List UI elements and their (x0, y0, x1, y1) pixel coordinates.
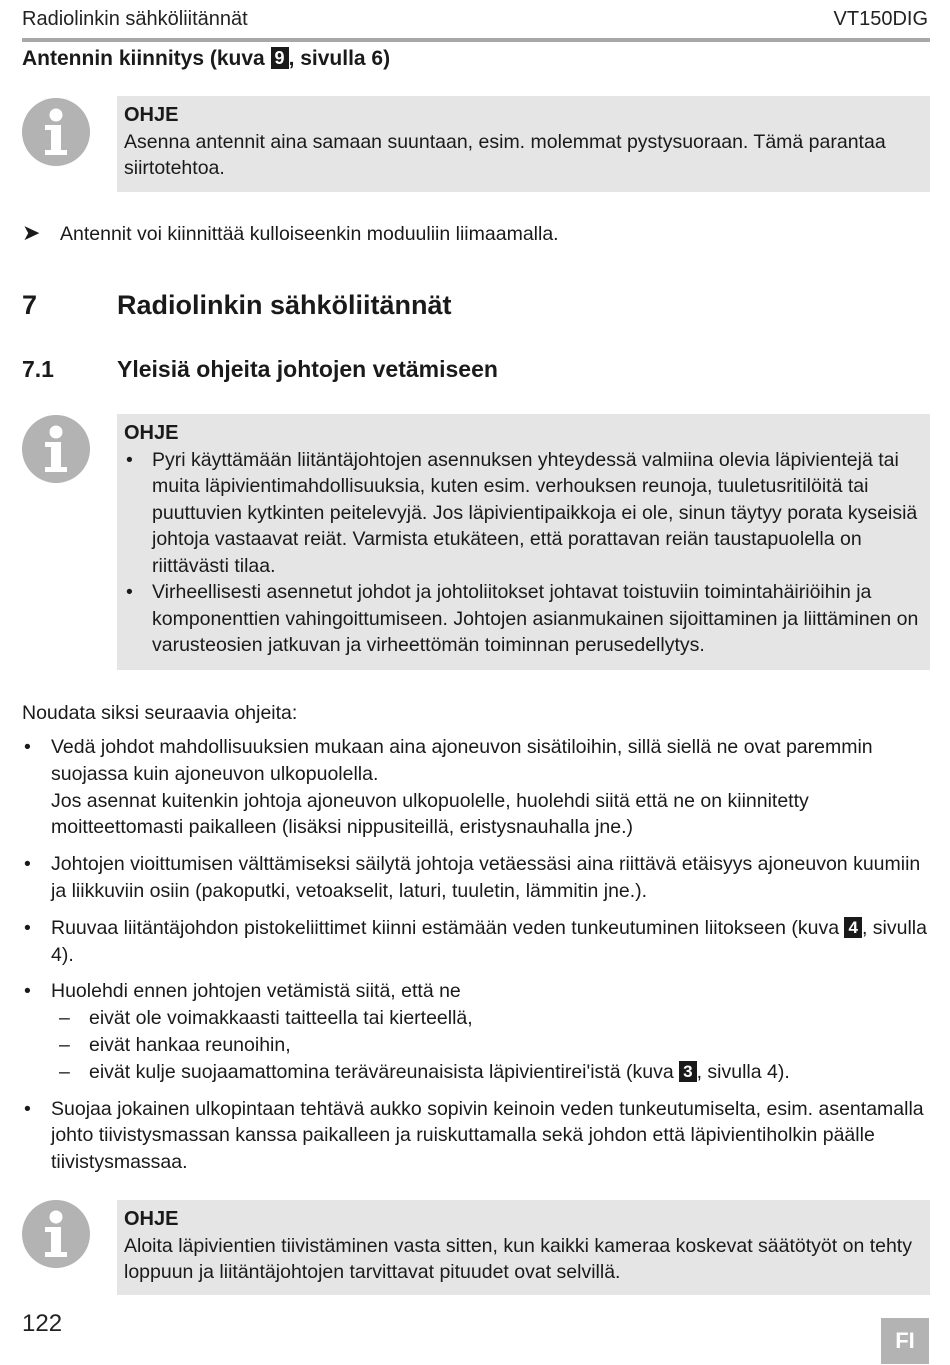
sub-list-item: – eivät hankaa reunoihin, (51, 1032, 930, 1059)
note-box-sealing (117, 1200, 930, 1295)
sub-list-item-suffix: , sivulla 4). (696, 1060, 790, 1083)
figure-ref-badge: 9 (271, 47, 289, 69)
list-item (22, 915, 930, 969)
note-text: Aloita läpivientien tiivistäminen vasta sitten, kun kaikki kameraa koskevat säätötyöt on tehty loppuun ja liitäntäjohtojen tarvittavat pituudet ovat selvillä. (124, 1234, 912, 1283)
instructions-intro: Noudata siksi seuraavia ohjeita: (22, 702, 298, 724)
list-item-text: • Vedä johdot mahdollisuuksien mukaan aina ajoneuvon sisätiloihin, sillä siellä ne ovat paremmin suojassa kuin ajoneuvon ulkopuolella. (51, 736, 873, 785)
list-item-text-prefix: Ruuvaa liitäntäjohdon pistokeliittimet kiinni estämään veden tunkeutuminen liitokseen (kuva (51, 916, 845, 939)
info-icon (22, 415, 90, 483)
language-tab: FI (881, 1318, 929, 1364)
subsection-number: 7.1 (22, 356, 54, 382)
page-number: 122 (22, 1310, 63, 1337)
running-header-model: VT150DIG (833, 8, 928, 30)
note-title: OHJE (124, 104, 179, 126)
section-title: Radiolinkin sähköliitännät (117, 290, 452, 320)
note-title: OHJE (124, 422, 179, 444)
list-item-text: Jos asennat kuitenkin johtoja ajoneuvon ulkopuolelle, huolehdi siitä että ne on kiinnitetty moitteettomasti paikalleen (lisäksi nippusiteillä, eristysnauhalla jne.) (51, 789, 809, 839)
running-header-title: Radiolinkin sähköliitännät (22, 8, 248, 30)
info-icon (22, 98, 90, 166)
note-list-item: • Virheellisesti asennetut johdot ja johtoliitokset johtavat toistuviin toimintahäiriöihin ja komponenttien vahingoittumiseen. Johtojen asianmukainen sijoittaminen ja liittäminen on varusteosien jatkuvan ja virheettömän toiminnan perusedellytys. (124, 579, 920, 659)
subsection-title: Yleisiä ohjeita johtojen vetämiseen (117, 356, 498, 382)
sub-list-item-prefix: eivät kulje suojaamattomina teräväreunaisista läpivientirei'istä (kuva (89, 1060, 680, 1083)
list-item (22, 734, 930, 841)
figure-ref-badge: 3 (679, 1061, 696, 1082)
note-list (124, 447, 920, 659)
note-list-item: • Pyri käyttämään liitäntäjohtojen asennuksen yhteydessä valmiina olevia läpivientejä tai muita läpivientimahdollisuuksia, kuten esim. verhouksen reunoja, tuuletusritilöitä tai puuttuvien kytkinten peitelevyjä. Jos läpivientipaikkoja ei ole, sinun täytyy porata kyseisiä johtoja vastaavat reiät. Varmista etukäteen, että porattavan reiän taustapuolella on riittävästi tilaa. (124, 447, 920, 580)
section-number: 7 (22, 290, 38, 320)
list-item-text (51, 915, 930, 969)
list-item (22, 851, 930, 905)
list-item-text: • Huolehdi ennen johtojen vetämistä siitä, että ne (51, 980, 461, 1003)
note-title: OHJE (124, 1208, 179, 1230)
instruction-step-text: Antennit voi kiinnittää kulloiseenkin moduuliin liimaamalla. (60, 223, 559, 245)
arrow-bullet-icon: ➤ (22, 220, 41, 245)
instruction-step (22, 220, 559, 247)
info-icon (22, 1200, 90, 1268)
list-item-text: • Johtojen vioittumisen välttämiseksi säilytä johtoja vetäessäsi aina riittävä etäisyys ajoneuvon kuumiin ja liikkuviin osiin (pakoputki, vetoakselit, laturi, tuuletin, lämmitin jne.). (51, 853, 921, 902)
list-item (22, 1096, 930, 1176)
list-item-text-suffix: , sivulla 4). (51, 916, 927, 966)
cabling-instructions-list (22, 734, 930, 1186)
sub-list-item: – eivät ole voimakkaasti taitteella tai kierteellä, (51, 1005, 930, 1032)
antenna-subheading-suffix: , sivulla 6) (288, 47, 391, 70)
note-box-cabling (117, 414, 930, 670)
list-item (22, 978, 930, 1085)
antenna-subheading-prefix: Antennin kiinnitys (kuva (22, 47, 271, 70)
figure-ref-badge: 4 (844, 917, 861, 938)
antenna-subheading (22, 45, 390, 73)
list-item-text: • Suojaa jokainen ulkopintaan tehtävä aukko sopivin keinoin veden tunkeutumiselta, esim. asentamalla johto tiivistysmassan kanssa paikalleen ja ruiskuttamalla sekä johdon että läpivientiholkin päälle tiivistysmassaa. (51, 1097, 924, 1174)
note-box-antenna (117, 96, 930, 192)
header-rule (22, 38, 930, 42)
sub-list-item (51, 1059, 930, 1086)
note-text: Asenna antennit aina samaan suuntaan, esim. molemmat pystysuoraan. Tämä parantaa siirtotehtoa. (124, 130, 886, 179)
